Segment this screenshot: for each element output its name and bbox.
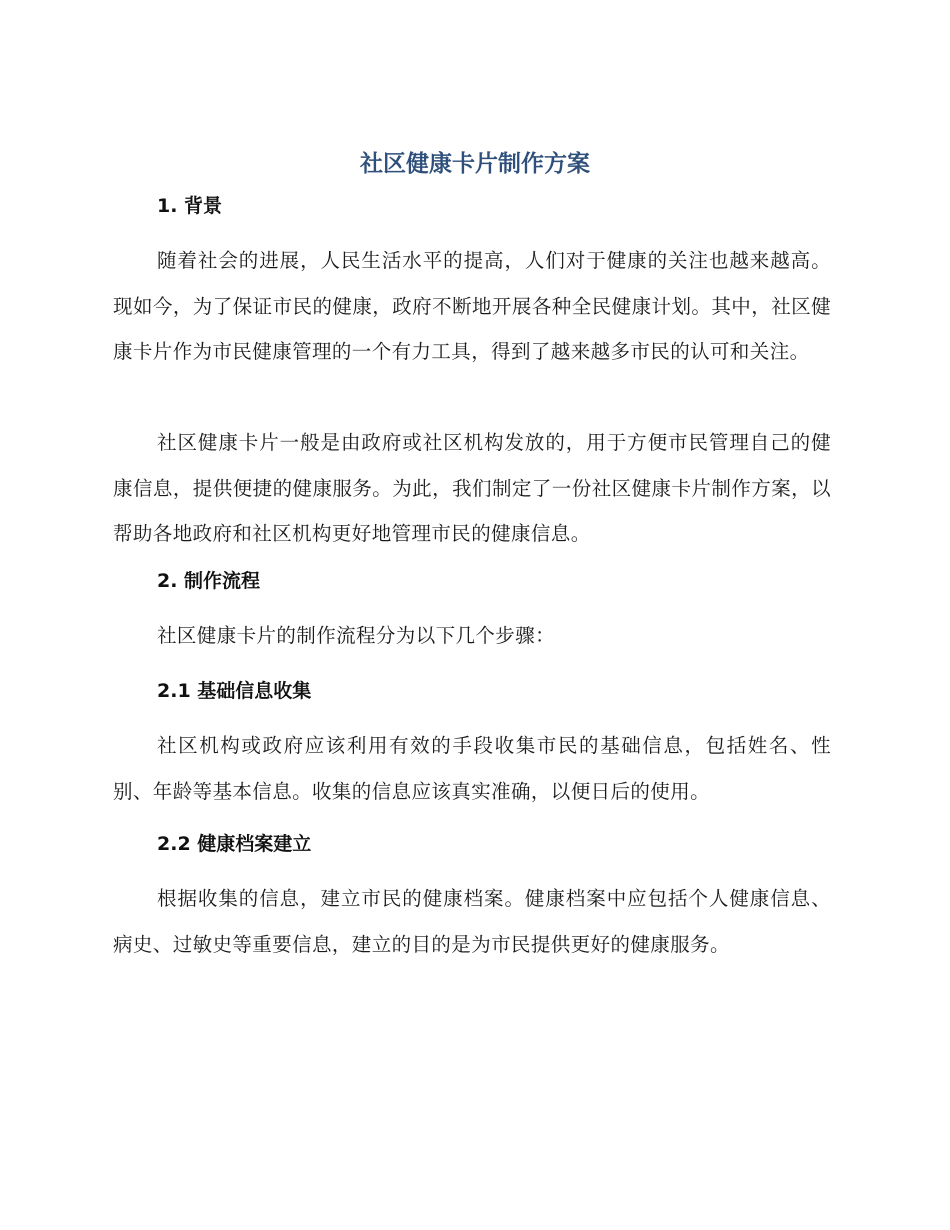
paragraph-process-intro: 社区健康卡片的制作流程分为以下几个步骤： <box>157 624 556 647</box>
section-heading-health-record: 2.2 健康档案建立 <box>157 833 312 855</box>
paragraph-info-collection: 社区机构或政府应该利用有效的手段收集市民的基础信息，包括姓名、性别、年龄等基本信息。收集的信息应该真实准确，以便日后的使用。 <box>113 734 831 803</box>
section-heading-info-collection: 2.1 基础信息收集 <box>157 680 312 702</box>
paragraph-background-1: 随着社会的进展，人民生活水平的提高，人们对于健康的关注也越来越高。现如今，为了保证市民的健康，政府不断地开展各种全民健康计划。其中，社区健康卡片作为市民健康管理的一个有力工具，得到了越来越多市民的认可和关注。 <box>113 249 831 363</box>
section-heading-process: 2. 制作流程 <box>157 570 261 592</box>
paragraph-health-record: 根据收集的信息，建立市民的健康档案。健康档案中应包括个人健康信息、病史、过敏史等重要信息，建立的目的是为市民提供更好的健康服务。 <box>113 887 831 956</box>
section-heading-background: 1. 背景 <box>157 195 223 217</box>
paragraph-background-2: 社区健康卡片一般是由政府或社区机构发放的，用于方便市民管理自己的健康信息，提供便捷的健康服务。为此，我们制定了一份社区健康卡片制作方案，以帮助各地政府和社区机构更好地管理市民的健康信息。 <box>113 431 831 545</box>
document-title: 社区健康卡片制作方案 <box>360 151 590 177</box>
